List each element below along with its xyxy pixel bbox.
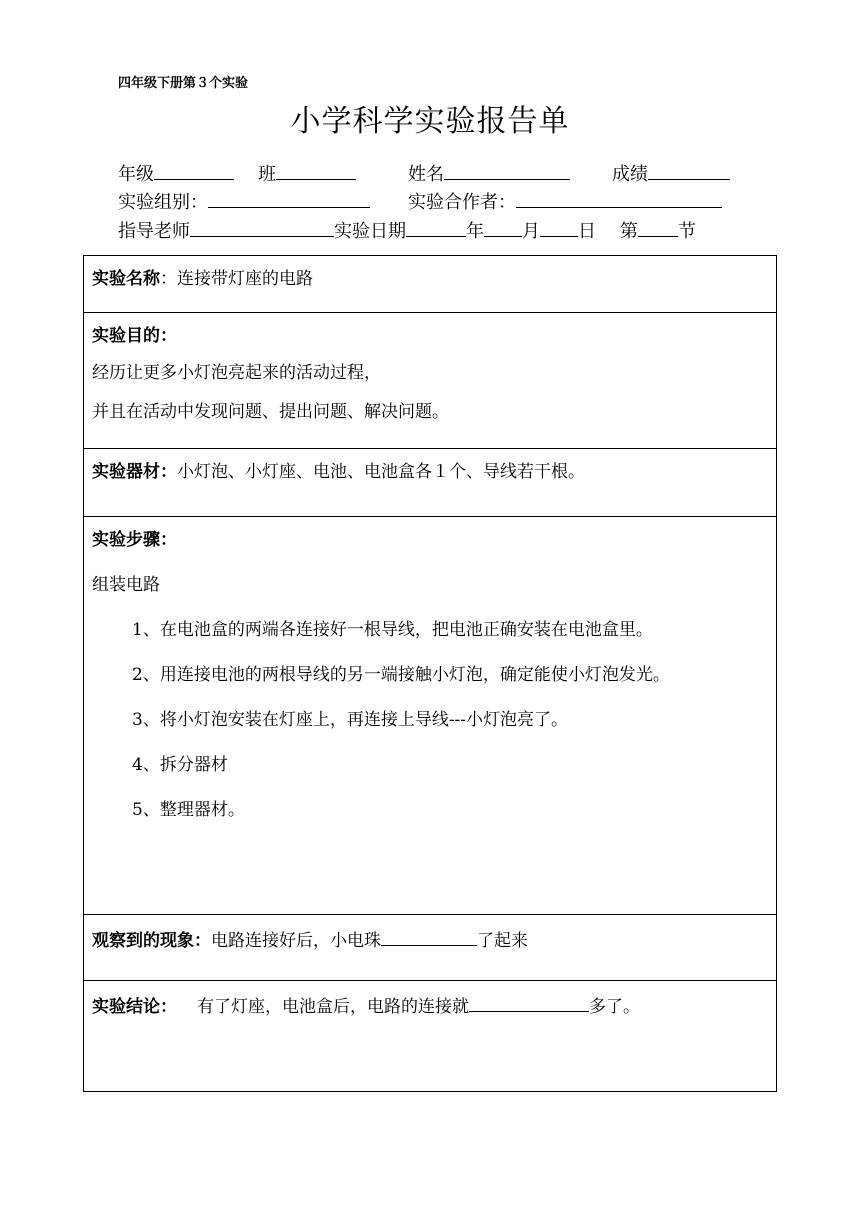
- row-observation: [84, 915, 777, 981]
- steps-label: 实验步骤：: [92, 530, 177, 550]
- step-item: 1、在电池盒的两端各连接好一根导线，把电池正确安装在电池盒里。: [132, 620, 653, 640]
- row-purpose: [84, 313, 777, 449]
- grade-field: [118, 160, 234, 186]
- name-field: [408, 160, 570, 186]
- group-label: 实验组别：: [118, 192, 208, 213]
- step-item: 5、整理器材。: [132, 800, 245, 820]
- experiment-name-label: 实验名称: [92, 269, 160, 289]
- materials-value: 小灯泡、小灯座、电池、电池盒各１个、导线若干根。: [177, 462, 585, 482]
- steps-sub: 组装电路: [92, 575, 160, 595]
- group-field: [118, 188, 370, 214]
- row-steps: [84, 517, 777, 915]
- class-label: 班: [258, 164, 276, 185]
- grade-label: 年级: [118, 164, 154, 185]
- conclusion-label: 实验结论：: [92, 997, 177, 1017]
- purpose-line: 并且在活动中发现问题、提出问题、解决问题。: [92, 402, 449, 422]
- teacher-blank[interactable]: [190, 218, 334, 237]
- period-blank[interactable]: [638, 218, 678, 237]
- observation-label: 观察到的现象：: [92, 931, 211, 951]
- name-label: 姓名: [408, 164, 444, 185]
- group-blank[interactable]: [208, 189, 370, 208]
- row-experiment-name: [84, 256, 777, 313]
- step-item: 4、拆分器材: [132, 755, 228, 775]
- conclusion-blank[interactable]: [469, 994, 589, 1012]
- month-label: 月: [522, 221, 540, 242]
- partner-field: [408, 188, 722, 214]
- score-blank[interactable]: [648, 161, 730, 180]
- year-label: 年: [466, 221, 484, 242]
- period-prefix: 第: [620, 221, 638, 242]
- grade-tag: 四年级下册第３个实验: [118, 76, 249, 91]
- page-title: 小学科学实验报告单: [290, 104, 570, 139]
- step-item: 2、用连接电池的两根导线的另一端接触小灯泡，确定能使小灯泡发光。: [132, 665, 670, 685]
- step-item: 3、将小灯泡安装在灯座上，再连接上导线---小灯泡亮了。: [132, 710, 569, 730]
- row-conclusion: [84, 981, 777, 1092]
- class-blank[interactable]: [276, 161, 356, 180]
- month-blank[interactable]: [484, 218, 522, 237]
- day-blank[interactable]: [540, 218, 578, 237]
- partner-blank[interactable]: [516, 189, 722, 208]
- experiment-name-value: ：连接带灯座的电路: [160, 269, 313, 289]
- row-materials: [84, 449, 777, 517]
- report-table: [83, 255, 777, 1092]
- teacher-label: 指导老师: [118, 221, 190, 242]
- purpose-line: 经历让更多小灯泡亮起来的活动过程，: [92, 363, 381, 383]
- date-label: 实验日期: [334, 221, 406, 242]
- score-field: [612, 160, 730, 186]
- score-label: 成绩: [612, 164, 648, 185]
- partner-label: 实验合作者：: [408, 192, 516, 213]
- period-label: 节: [678, 221, 696, 242]
- conclusion-after: 多了。: [589, 997, 640, 1017]
- observation-after: 了起来: [477, 931, 528, 951]
- grade-blank[interactable]: [154, 161, 234, 180]
- observation-before: 电路连接好后，小电珠: [211, 931, 381, 951]
- day-label: 日: [578, 221, 596, 242]
- purpose-label: 实验目的：: [92, 326, 177, 346]
- conclusion-before: 有了灯座，电池盒后，电路的连接就: [197, 997, 469, 1017]
- name-blank[interactable]: [444, 161, 570, 180]
- teacher-date-row: [118, 217, 696, 243]
- class-field: [258, 160, 356, 186]
- observation-blank[interactable]: [381, 928, 477, 946]
- year-blank[interactable]: [406, 218, 466, 237]
- materials-label: 实验器材：: [92, 462, 177, 482]
